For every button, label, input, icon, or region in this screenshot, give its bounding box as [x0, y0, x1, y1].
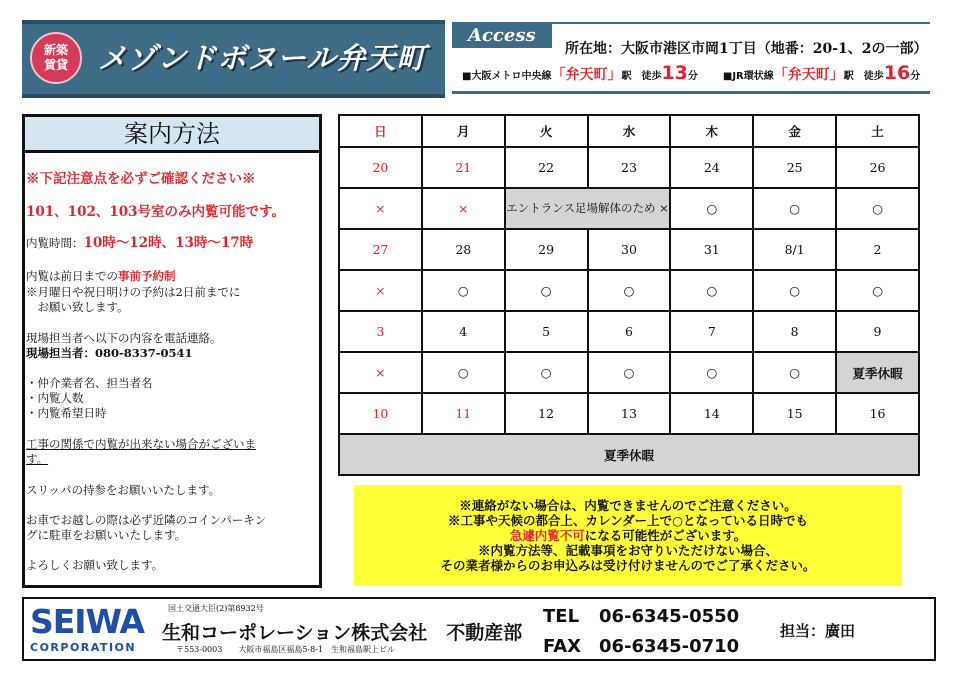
notice-emph: 急遽内覧不可	[509, 528, 585, 543]
status-cell: ○	[588, 270, 671, 311]
tel-label: TEL	[543, 606, 580, 627]
status-cell: ○	[753, 188, 836, 229]
status-row	[339, 188, 919, 229]
weekday: 土	[836, 115, 919, 147]
date-cell: 23	[588, 147, 671, 188]
closing: よろしくお願い致します。	[26, 558, 164, 572]
weekday: 日	[339, 115, 422, 147]
weekday: 水	[588, 115, 671, 147]
date-cell: 15	[753, 393, 836, 434]
station1-unit: 分	[687, 71, 698, 82]
status-cell: ×	[339, 188, 422, 229]
date-cell: 28	[422, 229, 505, 270]
address: 所在地：大阪市港区市岡1丁目（地番：20-1、2の一部）	[565, 41, 928, 57]
notice-line: ※連絡がない場合は、内覧できませんのでご注意ください。	[459, 498, 797, 513]
notice-line: その業者様からのお申込みは受け付けませんのでご了承ください。	[440, 558, 816, 573]
date-cell: 9	[836, 311, 919, 352]
status-cell: ○	[753, 270, 836, 311]
date-cell: 8	[753, 311, 836, 352]
status-cell: ○	[422, 352, 505, 393]
weekday: 月	[422, 115, 505, 147]
notice-box	[354, 485, 902, 586]
contact-intro: 現場担当者へ以下の内容を電話連絡。	[26, 331, 222, 345]
parking-note-2: グに駐車をお願いいたします。	[26, 528, 187, 542]
date-cell: 25	[753, 147, 836, 188]
date-row	[339, 229, 919, 270]
station1-line: ■大阪メトロ中央線	[462, 71, 552, 82]
notice-line3-rest: になる可能性がございます。	[584, 528, 747, 543]
guide-rooms: 101、102、103号室のみ内覧可能です。	[26, 204, 285, 220]
guide-item: ・内覧希望日時	[26, 406, 107, 420]
date-cell: 27	[339, 229, 422, 270]
construction-warning-1: 工事の関係で内覧が出来ない場合がございま	[26, 437, 256, 451]
date-row	[339, 393, 919, 434]
status-cell: ○	[753, 352, 836, 393]
license-number: 国土交通大臣(2)第8932号	[168, 604, 264, 613]
property-name: メゾンドボヌール弁天町	[98, 41, 427, 75]
date-cell: 8/1	[753, 229, 836, 270]
weekday: 火	[505, 115, 588, 147]
fax-number: 06-6345-0710	[599, 636, 740, 657]
date-cell: 22	[505, 147, 588, 188]
date-cell: 4	[422, 311, 505, 352]
badge-line1: 新築	[43, 43, 68, 57]
date-cell: 7	[670, 311, 753, 352]
status-row	[339, 434, 919, 475]
station1-name: 「弁天町」	[551, 67, 622, 83]
reservation-note1: ※月曜日や祝日明けの予約は2日前までに	[26, 285, 241, 299]
access-divider-bottom	[452, 91, 930, 94]
fax-label: FAX	[543, 636, 582, 657]
guide-hours	[26, 236, 253, 250]
date-cell: 24	[670, 147, 753, 188]
status-cell: ×	[422, 188, 505, 229]
station-info	[462, 62, 920, 84]
reservation-note2: お願い致します。	[26, 300, 129, 314]
date-cell: 11	[422, 393, 505, 434]
reservation-prefix: 内覧は前日までの	[26, 269, 118, 283]
status-cell: ○	[505, 270, 588, 311]
weekday: 金	[753, 115, 836, 147]
date-cell: 30	[588, 229, 671, 270]
date-cell: 26	[836, 147, 919, 188]
slippers-note: スリッパの持参をお願いいたします。	[26, 483, 221, 497]
status-cell: ○	[588, 352, 671, 393]
date-row	[339, 311, 919, 352]
guide-item: ・仲介業者名、担当者名	[26, 376, 153, 390]
construction-warning-2: す。	[26, 452, 49, 466]
date-cell: 29	[505, 229, 588, 270]
date-cell: 3	[339, 311, 422, 352]
station1-suffix: 駅 徒歩	[621, 71, 662, 82]
new-rental-badge	[30, 32, 82, 84]
guide-item: ・内覧人数	[26, 391, 84, 405]
date-cell: 2	[836, 229, 919, 270]
guide-reservation	[26, 269, 176, 283]
status-cell: ○	[670, 188, 753, 229]
date-cell: 14	[670, 393, 753, 434]
status-cell-holiday: 夏季休暇	[836, 352, 919, 393]
company-name: 生和コーポレーション株式会社 不動産部	[162, 622, 523, 644]
badge-line2: 賃貸	[43, 58, 68, 72]
reservation-emph: 事前予約制	[118, 269, 176, 283]
date-cell: 20	[339, 147, 422, 188]
status-row	[339, 270, 919, 311]
date-cell: 6	[588, 311, 671, 352]
notice-line: ※工事や天候の都合上、カレンダー上で○となっている日時でも	[447, 513, 809, 528]
fax-row	[543, 632, 739, 662]
access-label: Access	[452, 24, 552, 48]
guide-title: 案内方法	[25, 117, 319, 153]
date-cell: 12	[505, 393, 588, 434]
station2-name: 「弁天町」	[773, 67, 844, 83]
date-cell: 21	[422, 147, 505, 188]
status-cell: ○	[422, 270, 505, 311]
status-cell: ×	[339, 352, 422, 393]
status-row	[339, 352, 919, 393]
contact-phone: 現場担当者：080-8337-0541	[26, 346, 193, 360]
station1-minutes: 13	[661, 62, 688, 84]
status-cell: ○	[836, 270, 919, 311]
date-cell: 31	[670, 229, 753, 270]
tel-number[interactable]: 06-6345-0550	[599, 606, 740, 627]
contact-block	[543, 602, 739, 662]
status-cell: ○	[670, 270, 753, 311]
station2-line: ■JR環状線	[722, 71, 774, 82]
notice-line	[354, 528, 902, 543]
hours-label: 内覧時間：	[26, 236, 84, 250]
company-logo-sub: CORPORATION	[30, 641, 137, 654]
parking-note-1: お車でお越しの際は必ず近隣のコインパーキン	[26, 513, 267, 527]
guide-attention: ※下記注意点を必ずご確認ください※	[26, 171, 256, 187]
company-logo: SEIWA	[30, 602, 145, 641]
date-row	[339, 147, 919, 188]
weekday: 木	[670, 115, 753, 147]
viewing-calendar	[338, 114, 920, 476]
status-cell-scaffold: エントランス足場解体のため ×	[505, 188, 671, 229]
date-cell: 5	[505, 311, 588, 352]
hours-value: 10時～12時、13時～17時	[83, 235, 254, 251]
station2-unit: 分	[910, 71, 921, 82]
date-cell: 16	[836, 393, 919, 434]
status-cell: ○	[670, 352, 753, 393]
date-cell: 10	[339, 393, 422, 434]
representative: 担当：廣田	[780, 622, 856, 640]
date-cell: 13	[588, 393, 671, 434]
status-cell-holiday-week: 夏季休暇	[339, 434, 919, 475]
notice-line: ※内覧方法等、記載事項をお守りいただけない場合、	[477, 543, 778, 558]
status-cell: ○	[836, 188, 919, 229]
status-cell: ×	[339, 270, 422, 311]
weekday-header	[339, 115, 919, 147]
company-address: 〒553-0003 大阪市福島区福島5-8-1 生和福島駅上ビル	[176, 645, 396, 654]
station2-minutes: 16	[883, 62, 911, 84]
station2-suffix: 駅 徒歩	[843, 71, 884, 82]
status-cell: ○	[505, 352, 588, 393]
tel-row	[543, 602, 739, 632]
